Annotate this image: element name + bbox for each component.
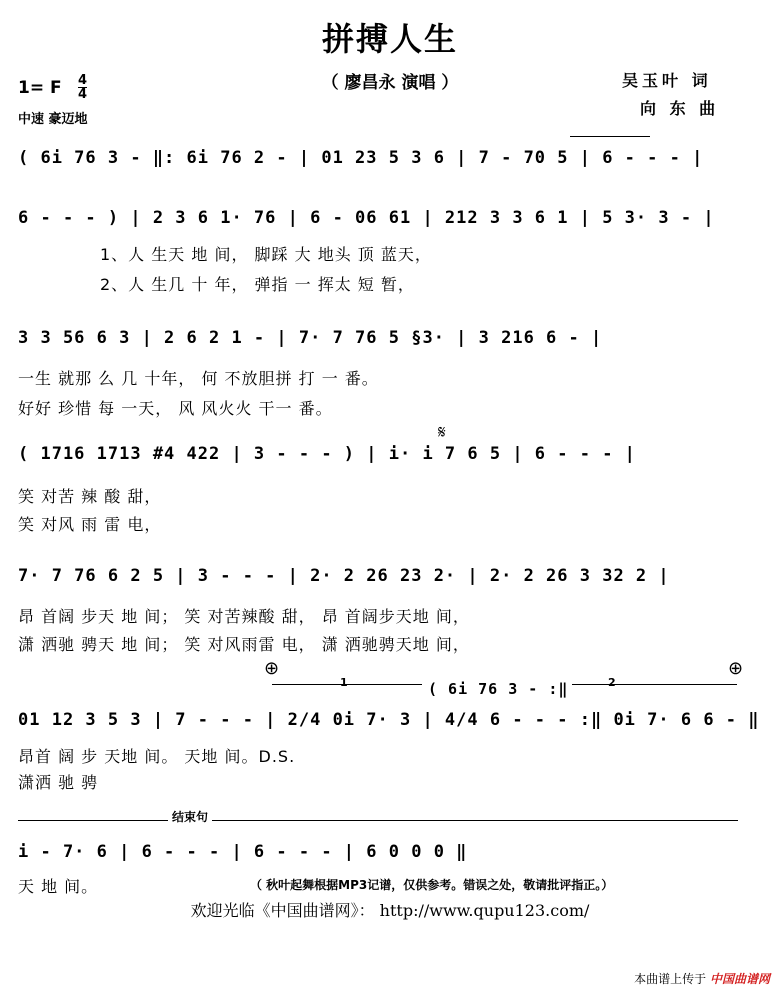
- transcription-remark: （ 秋叶起舞根据MP3记谱，仅供参考。错误之处，敬请批评指正。）: [250, 878, 614, 892]
- page-title: 拼搏人生: [321, 20, 458, 58]
- lyric-row-6-verse-1: 昂首 阔 步 天地 间。 天地 间。D.S.: [18, 747, 296, 766]
- upload-credit: [634, 970, 770, 987]
- time-sig-bottom: 4: [78, 87, 88, 102]
- lyric-row-5-verse-2: 潇 洒驰 骋天 地 间； 笑 对风雨雷 电， 潇 洒驰骋天地 间，: [18, 635, 470, 654]
- lyric-row-2-verse-1: 1、人 生天 地 间， 脚踩 大 地头 顶 蓝天，: [100, 245, 432, 264]
- time-sig-top: 4: [78, 73, 88, 88]
- coda-icon: ⊕: [728, 658, 744, 679]
- lyric-row-4-verse-1: 笑 对苦 辣 酸 甜，: [18, 487, 162, 506]
- score-row-2: 6 - - - ) | 2 3 6 1· 76 | 6 - 06 61 | 212 3 3 6 1 | 5 3· 3 - |: [18, 208, 715, 228]
- coda-icon: ⊕: [264, 658, 280, 679]
- key-signature: 1= F: [18, 78, 62, 98]
- score-row-4: ( 1716 1713 #4 422 | 3 - - - ) | i· i 7 6 5 | 6 - - - |: [18, 444, 636, 464]
- score-row-7: i - 7· 6 | 6 - - - | 6 - - - | 6 0 0 0 ‖: [18, 842, 468, 862]
- coda-section-bracket: [18, 820, 738, 821]
- tempo-marking: 中速 豪迈地: [18, 112, 88, 127]
- lyric-row-7-verse-1: 天 地 间。: [18, 877, 99, 896]
- score-row-5: 7· 7 76 6 2 5 | 3 - - - | 2· 2 26 23 2· | 2· 2 26 3 32 2 |: [18, 566, 670, 586]
- score-row-1: ( 6i 76 3 - ‖: 6i 76 2 - | 01 23 5 3 6 | 7 - 70 5 | 6 - - - |: [18, 148, 704, 168]
- volta-1-label: 1: [340, 676, 348, 689]
- score-row-6: 01 12 3 5 3 | 7 - - - | 2/4 0i 7· 3 | 4/4 6 - - - :‖ 0i 7· 6 6 - ‖: [18, 710, 760, 730]
- lyric-row-2-verse-2: 2、人 生几 十 年， 弹指 一 挥太 短 暂，: [100, 275, 415, 294]
- site-footer-link[interactable]: 欢迎光临《中国曲谱网》： http://www.qupu123.com/: [190, 901, 590, 920]
- site-logo: 中国曲谱网: [709, 972, 770, 986]
- upload-text: 本曲谱上传于: [634, 972, 707, 986]
- coda-label: 结束句: [168, 808, 212, 825]
- lyricist-credit: 吴玉叶 词: [622, 71, 712, 90]
- volta-2-label: 2: [608, 676, 616, 689]
- lyric-row-3-verse-1: 一生 就那 么 几 十年， 何 不放胆拼 打 一 番。: [18, 369, 379, 388]
- time-signature: [78, 74, 87, 101]
- lyric-row-5-verse-1: 昂 首阔 步天 地 间； 笑 对苦辣酸 甜， 昂 首阔步天地 间，: [18, 607, 470, 626]
- repeat-intro: ( 6i 76 3 - :‖: [428, 680, 569, 698]
- performer-subtitle: （ 廖昌永 演唱 ）: [321, 73, 459, 93]
- composer-credit: 向 东 曲: [640, 99, 720, 118]
- lyric-row-6-verse-2: 潇洒 驰 骋: [18, 773, 99, 792]
- score-row-3: 3 3 56 6 3 | 2 6 2 1 - | 7· 7 76 5 §3· | 3 216 6 - |: [18, 328, 603, 348]
- slur-mark: [570, 136, 650, 137]
- lyric-row-4-verse-2: 笑 对风 雨 雷 电，: [18, 515, 162, 534]
- segno-icon: 𝄋: [438, 422, 446, 443]
- lyric-row-3-verse-2: 好好 珍惜 每 一天， 风 风火火 干一 番。: [18, 399, 333, 418]
- volta-2-bracket: [572, 684, 737, 685]
